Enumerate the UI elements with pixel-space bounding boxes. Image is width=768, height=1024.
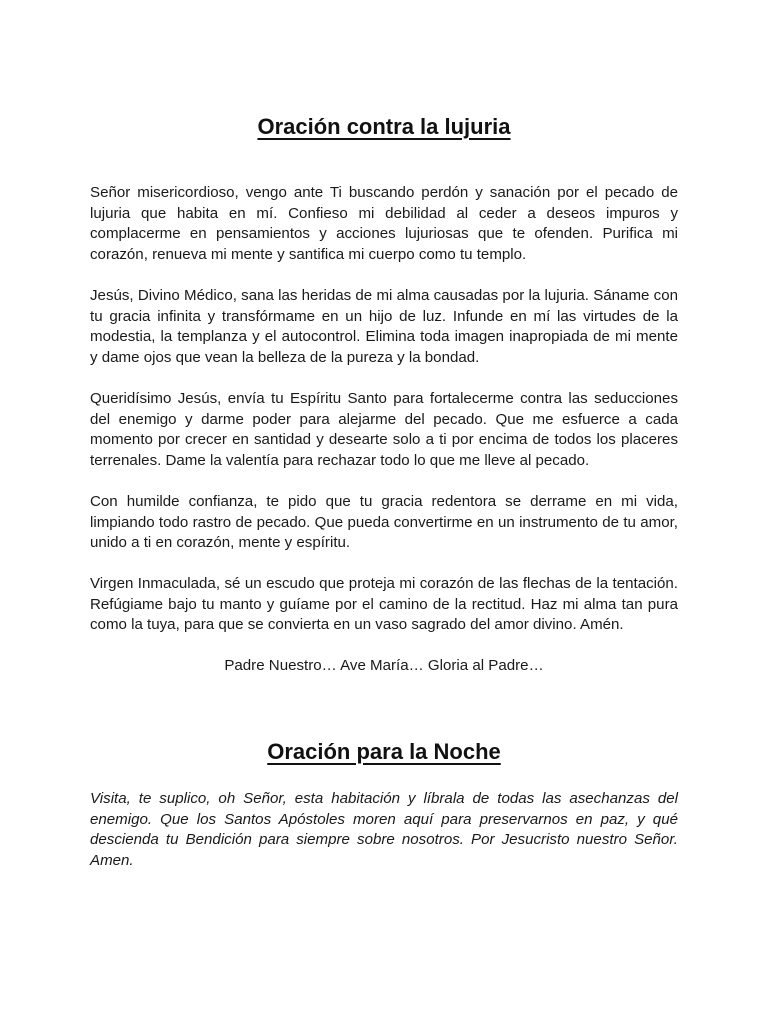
prayer-title-lujuria: Oración contra la lujuria	[257, 114, 511, 139]
paragraph-4: Con humilde confianza, te pido que tu gracia redentora se derrame en mi vida, limpiando todo rastro de pecado. Que pueda convertirme en un instrumento de tu amor, unido a ti en corazón, mente y espíritu.	[90, 493, 678, 552]
prayer-title-noche: Oración para la Noche	[267, 739, 501, 764]
paragraph-5: Virgen Inmaculada, sé un escudo que proteja mi corazón de las flechas de la tentación. Refúgiame bajo tu manto y guíame por el camino de la rectitud. Haz mi alma tan pura como la tuya, para que se convierta en un vaso sagrado del amor divino. Amén.	[90, 575, 678, 634]
paragraph-3: Queridísimo Jesús, envía tu Espíritu Santo para fortalecerme contra las seducciones del enemigo y darme poder para alejarme del pecado. Que me esfuerce a cada momento por crecer en santidad y desearte solo a ti por encima de todos los placeres terrenales. Dame la valentía para rechazar todo lo que me lleve al pecado.	[90, 390, 678, 469]
paragraph-2: Jesús, Divino Médico, sana las heridas de mi alma causadas por la lujuria. Sáname con tu gracia infinita y transfórmame en un hijo de luz. Infunde en mí las virtudes de la modestia, la templanza y el autocontrol. Elimina toda imagen inapropiada de mi mente y dame ojos que vean la belleza de la pureza y la bondad.	[90, 287, 678, 366]
closing-prayers-line: Padre Nuestro… Ave María… Gloria al Padre…	[224, 657, 544, 674]
paragraph-1: Señor misericordioso, vengo ante Ti buscando perdón y sanación por el pecado de lujuria que habita en mí. Confieso mi debilidad al ceder a deseos impuros y complacerme en pensamientos y acciones lujuriosas que te ofenden. Purifica mi corazón, renueva mi mente y santifica mi cuerpo como tu templo.	[90, 184, 678, 263]
night-prayer-paragraph: Visita, te suplico, oh Señor, esta habitación y líbrala de todas las asechanzas del enemigo. Que los Santos Apóstoles moren aquí para preservarnos en paz, y qué descienda tu Bendición para siempre sobre nosotros. Por Jesucristo nuestro Señor. Amen.	[90, 790, 678, 869]
